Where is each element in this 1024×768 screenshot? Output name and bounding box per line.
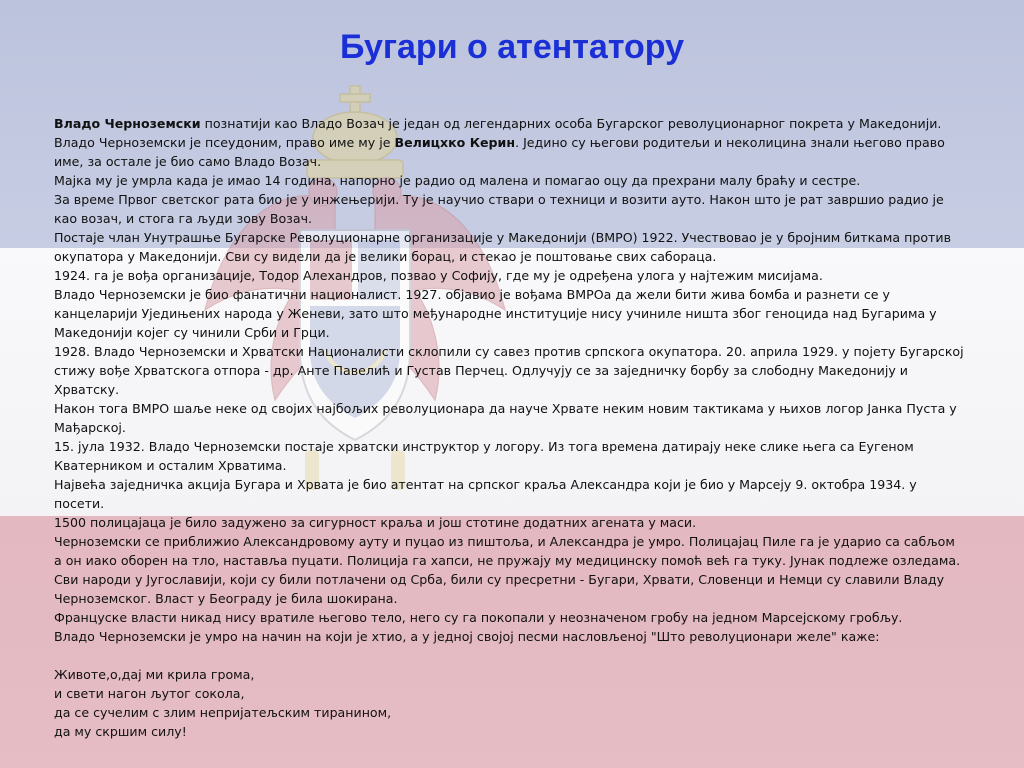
paragraph: Француске власти никад нису вратиле његово тело, него су га покопали у неозначеном гробу на једном Марсејскому гробљу.	[54, 610, 903, 625]
poem-line: и свети нагон љутог сокола,	[54, 686, 245, 701]
poem-line: да се сучелим с злим непријатељским тиранином,	[54, 705, 392, 720]
name-bold: Владо Черноземски	[54, 116, 201, 131]
paragraph: Владо Черноземски је умро на начин на који је хтио, а у једној својој песми насловљеној "Што револуционари желе" каже:	[54, 629, 880, 644]
real-name-bold: Велицхко Керин	[394, 135, 516, 150]
poem	[54, 665, 966, 741]
poem-line: да му скршим силу!	[54, 724, 187, 739]
poem-line: Животе,о,дај ми крила грома,	[54, 667, 255, 682]
intro-text-a: познатији као Владо Возач је један од легендарних особа Бугарског револуционарног покрета у Македонији. Владо Черноземски је псеудоним, право име му је	[54, 116, 942, 150]
paragraph: Сви народи у Југославији, који су били потлачени од Срба, били су пресретни - Бугари, Хрвати, Словенци и Немци су славили Владу Черноземског. Власт у Београду је била шокирана.	[54, 572, 945, 606]
paragraph: За време Првог светског рата био је у инжењерији. Ту је научио ствари о техници и возити ауто. Након што је рат завршио радио је као возач, и стога га људи зову Возач.	[54, 192, 944, 226]
paragraph: 1924. га је вођа организације, Тодор Алехандров, позвао у Софију, где му је одређена улога у најтежим мисијама.	[54, 268, 823, 283]
paragraph: Мајка му је умрла када је имао 14 година, напорно је радио од малена и помагао оцу да прехрани малу браћу и сестре.	[54, 173, 861, 188]
paragraph: 1500 полицајаца је било задужено за сигурност краља и још стотине додатних агената у маси.	[54, 515, 697, 530]
paragraph: Владо Черноземски је био фанатични националист. 1927. објавио је вођама ВМРОа да жели бити жива бомба и разнети се у канцеларији Уједињених народа у Женеви, зато што међународне институције нису учиниле ништа због геноцида над Бугарима у Македонији којег су чинили Срби и Грци.	[54, 287, 937, 340]
paragraph: Након тога ВМРО шаље неке од својих најбољих револуционара да науче Хрвате неким новим тактикама у њихов логор Јанка Пуста у Мађарској.	[54, 401, 957, 435]
paragraph: 15. јула 1932. Владо Черноземски постаје хрватски инструктор у логору. Из тога времена датирају неке слике њега са Еугеном Кватерником и осталим Хрватима.	[54, 439, 914, 473]
paragraph-intro	[54, 114, 966, 171]
intro-text-b: . Једино су његови родитељи и неколицина знали његово право име, за остале је био само Владо Возач.	[54, 135, 945, 169]
slide-title: Бугари о атентатору	[339, 28, 685, 66]
paragraph: Највећа заједничка акција Бугара и Хрвата је био атентат на српског краља Александра који је био у Марсеју 9. октобра 1934. у посети.	[54, 477, 917, 511]
paragraph: Черноземски се приближио Александровому ауту и пуцао из пиштоља, и Александра је умро. Полицајац Пиле га је ударио са сабљом а он иако оборен на тло, наставља пуцати. Полиција га хапси, не пружају му медицинску помоћ већ га туку. Јунак подлеже озледама.	[54, 534, 961, 568]
paragraph: Постаје члан Унутрашње Бугарске Револуционарне организације у Македонији (ВМРО) 1922. Учествовао је у бројним биткама против окупатора у Македонији. Сви су видели да је велики борац, и стекао је поштовање свих сабораца.	[54, 230, 951, 264]
slide-body	[54, 114, 966, 741]
paragraph: 1928. Владо Черноземски и Хрватски Националисти склопили су савез против српскога окупатора. 20. априла 1929. у појету Бугарској стижу вође Хрватскога отпора - др. Анте Павелић и Густав Перчец. Одлучују се за заједничку борбу за слободну Македонију и Хрватску.	[54, 344, 964, 397]
